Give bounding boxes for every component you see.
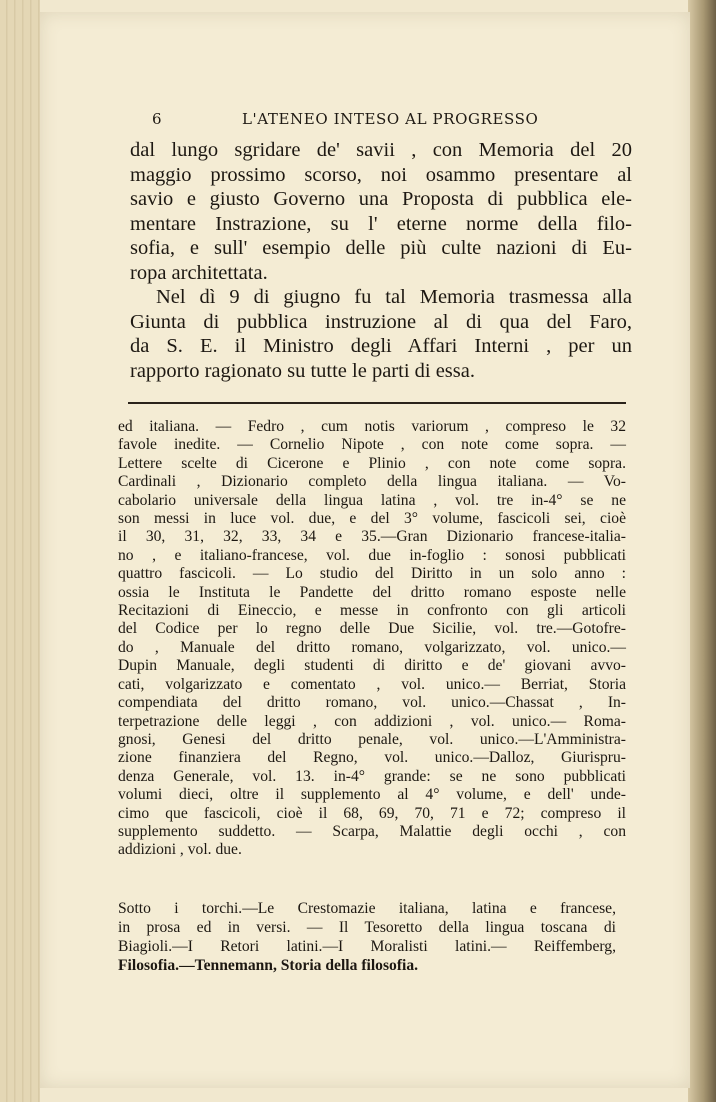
body-line: Nel dì 9 di giugno fu tal Memoria trasmessa alla [156, 286, 632, 308]
closing-line: Sotto i torchi.—Le Crestomazie italiana, latina e francese, [118, 900, 616, 917]
closing-line: Biagioli.—I Retori latini.—I Moralisti latini.— Reiffemberg, [118, 938, 616, 955]
footnote-line: ed italiana. — Fedro , cum notis variorum , compreso le 32 [118, 418, 626, 435]
body-line: Giunta di pubblica instruzione al di qua del Faro, [130, 310, 632, 333]
footnote-line: Dupin Manuale, degli studenti di diritto e de' giovani avvo- [118, 657, 626, 675]
footnote-block [118, 418, 626, 860]
footnote-line: quattro fascicoli. — Lo studio del Diritto in un solo anno : [118, 565, 626, 583]
closing-line: Filosofia.—Tennemann, Storia della filosofia. [118, 957, 419, 974]
footnote-line: del Codice per lo regno delle Due Sicilie, vol. tre.—Gotofre- [118, 620, 626, 638]
footnote-line: Lettere scelte di Cicerone e Plinio , con note come sopra. [118, 454, 626, 472]
footnote-line: terpetrazione delle leggi , con addizioni , vol. unico.— Roma- [118, 712, 626, 730]
footnote-rule [128, 402, 626, 404]
footnote-line: compendiata del dritto romano, vol. unico.—Chassat , In- [118, 694, 626, 712]
book-binding [688, 0, 716, 1102]
closing-line: in prosa ed in versi. — Il Tesoretto della lingua toscana di [118, 919, 616, 936]
page-edges [0, 0, 40, 1102]
forthcoming-list [118, 899, 616, 975]
body-line: maggio prossimo scorso, noi osammo presentare al [130, 163, 632, 186]
footnote-line: denza Generale, vol. 13. in-4° grande: se ne sono pubblicati [118, 767, 626, 785]
body-line: rapporto ragionato su tutte le parti di essa. [130, 359, 475, 382]
body-line: dal lungo sgridare de' savii , con Memoria del 20 [130, 139, 632, 161]
footnote-line: zione finanziera del Regno, vol. unico.—Dalloz, Giurispru- [118, 749, 626, 767]
body-line: ropa architettata. [130, 261, 268, 284]
main-text [130, 138, 632, 383]
footnote-line: ossia le Instituta le Pandette del dritto romano esposte nelle [118, 583, 626, 601]
footnote-line: volumi dieci, oltre il supplemento al 4° volume, e dell' unde- [118, 786, 626, 804]
footnote-line: cabolario universale della lingua latina , vol. tre in-4° se ne [118, 491, 626, 509]
footnote-line: do , Manuale del dritto romano, volgarizzato, vol. unico.— [118, 638, 626, 656]
body-line: sofia, e sull' esempio delle più culte nazioni di Eu- [130, 237, 632, 259]
body-line: savio e giusto Governo una Proposta di pubblica ele- [130, 188, 632, 210]
footnote-line: Cardinali , Dizionario completo della lingua italiana. — Vo- [118, 473, 626, 491]
footnote-line: cimo que fascicoli, cioè il 68, 69, 70, 71 e 72; compreso il [118, 804, 626, 822]
body-line: da S. E. il Ministro degli Affari Interni , per un [130, 335, 632, 357]
body-line: mentare Instrazione, su l' eterne norme della filo- [130, 212, 632, 235]
footnote-line: favole inedite. — Cornelio Nipote , con note come sopra. — [118, 436, 626, 454]
footnote-line: no , e italiano-francese, vol. due in-foglio : sonosi pubblicati [118, 546, 626, 564]
footnote-line: addizioni , vol. due. [118, 841, 242, 859]
footnote-line: gnosi, Genesi del dritto penale, vol. unico.—L'Amministra- [118, 730, 626, 748]
running-title: L'ATENEO INTESO AL PROGRESSO [242, 110, 539, 128]
footnote-line: son messi in luce vol. due, e del 3° volume, fascicoli sei, cioè [118, 510, 626, 528]
page-number: 6 [152, 110, 163, 128]
footnote-line: cati, volgarizzato e comentato , vol. unico.— Berriat, Storia [118, 675, 626, 693]
footnote-line: il 30, 31, 32, 33, 34 e 35.—Gran Dizionario francese-italia- [118, 528, 626, 546]
footnote-line: supplemento suddetto. — Scarpa, Malattie degli occhi , con [118, 822, 626, 840]
footnote-line: Recitazioni di Eineccio, e messe in confronto con gli articoli [118, 602, 626, 620]
